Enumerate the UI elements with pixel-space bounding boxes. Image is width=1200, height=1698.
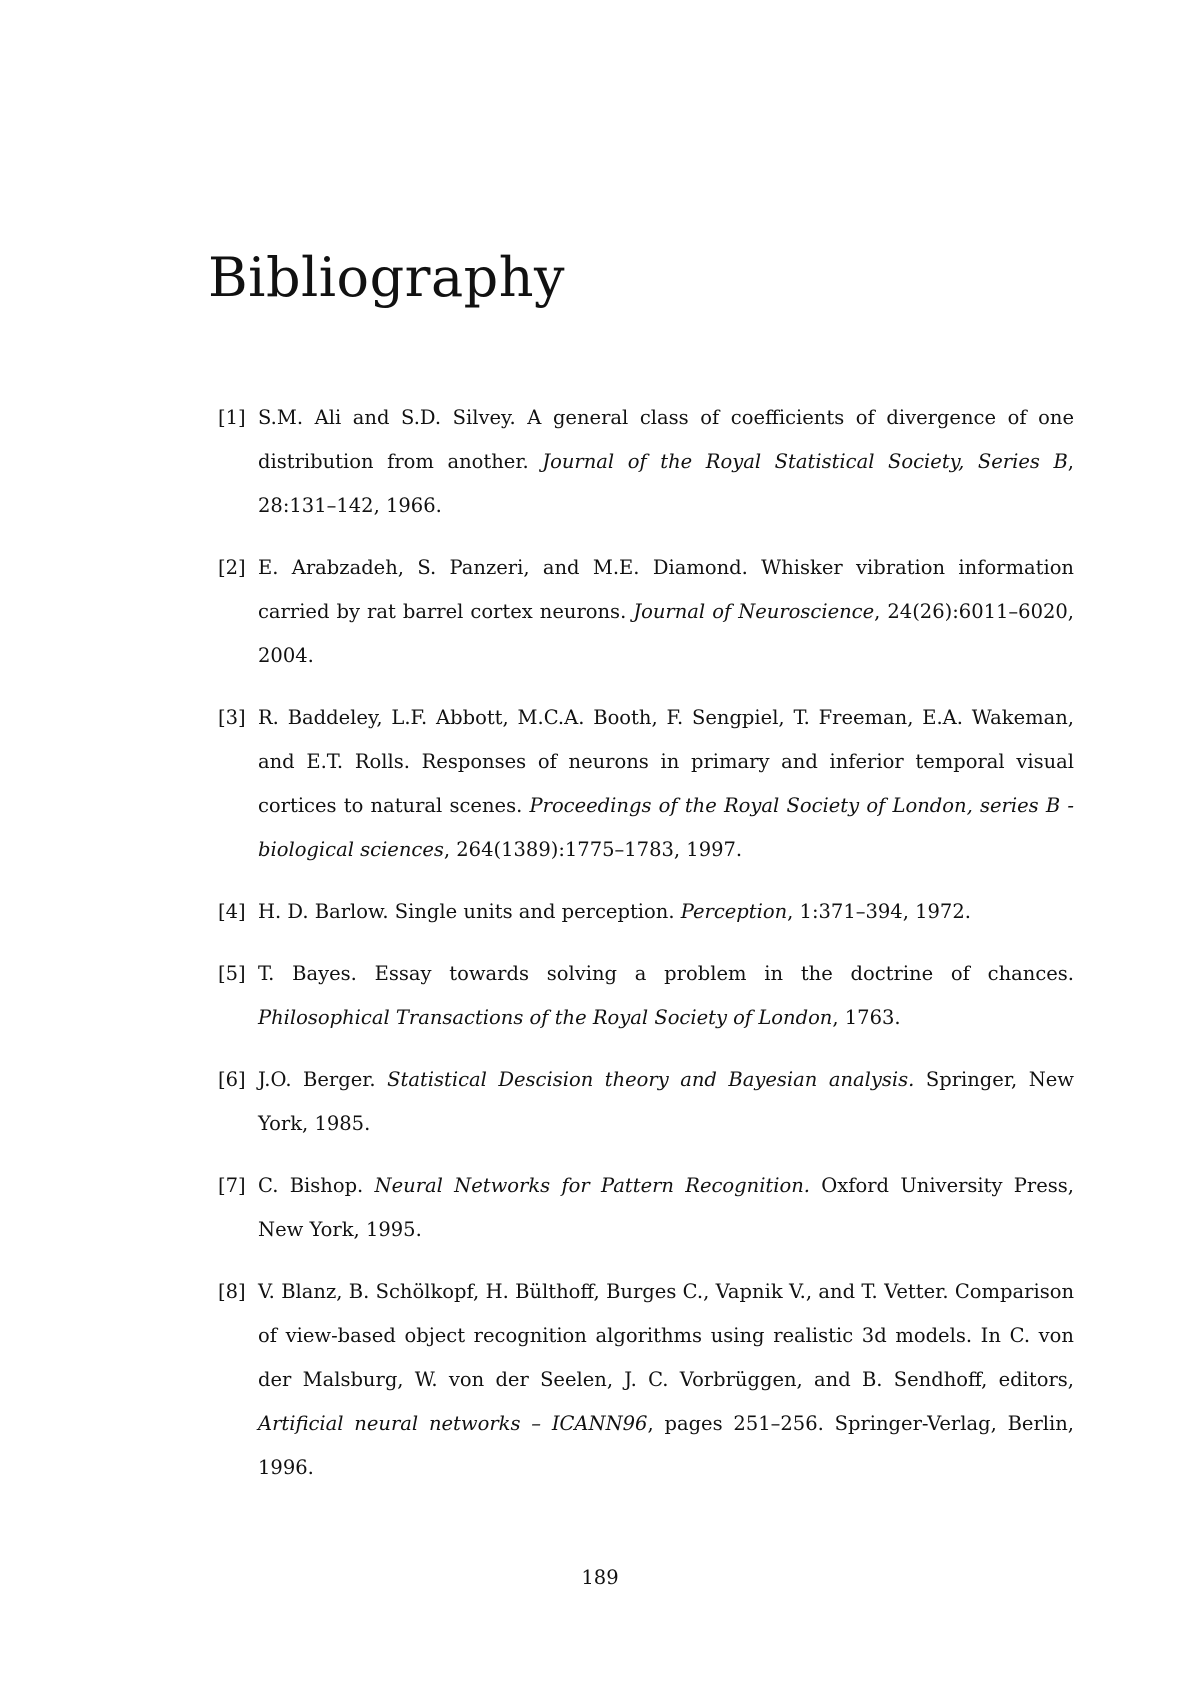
page-title: Bibliography xyxy=(208,246,565,309)
reference-number: [3] xyxy=(218,706,246,729)
reference-number: [1] xyxy=(218,406,246,429)
reference-venue: Philosophical Transactions of the Royal Society of London xyxy=(258,1006,833,1029)
reference-venue: Statistical Descision theory and Bayesian analysis. xyxy=(387,1068,915,1091)
reference-venue: Journal of the Royal Statistical Society, Series B xyxy=(542,450,1068,473)
reference-title: Essay towards solving a problem in the doctrine of chances. xyxy=(374,962,1074,985)
reference-authors: R. Baddeley, L.F. Abbott, M.C.A. Booth, F. Sengpiel, T. Freeman, E.A. Wakeman, and E.T. Rolls. xyxy=(258,706,1074,773)
bibliography-entry xyxy=(218,890,1074,934)
reference-details: , 264(1389):1775–1783, 1997. xyxy=(443,838,743,861)
reference-number: [2] xyxy=(218,556,246,579)
reference-number: [5] xyxy=(218,962,246,985)
reference-number: [4] xyxy=(218,900,246,923)
reference-title: A general class of coefficients of divergence of one distribution from another. xyxy=(258,406,1074,473)
reference-authors: S.M. Ali and S.D. Silvey. xyxy=(258,406,528,429)
bibliography-entry xyxy=(218,396,1074,528)
reference-authors: E. Arabzadeh, S. Panzeri, and M.E. Diamond. xyxy=(258,556,762,579)
bibliography-entry xyxy=(218,952,1074,1040)
reference-venue: Perception xyxy=(680,900,788,923)
reference-title: Single units and perception. xyxy=(394,900,681,923)
reference-title: Whisker vibration information carried by rat barrel cortex neurons. xyxy=(258,556,1074,623)
reference-number: [6] xyxy=(218,1068,246,1091)
page-number: 189 xyxy=(581,1566,619,1589)
reference-authors: V. Blanz, B. Schölkopf, H. Bülthoff, Burges C., Vapnik V., and T. Vetter. xyxy=(258,1280,955,1303)
reference-title: Comparison of view-based object recognition algorithms using realistic 3d models. In C. von der Malsburg, W. von der Seelen, J. C. Vorbrüggen, and B. Sendhoff, editors, xyxy=(258,1280,1074,1391)
reference-venue: Journal of Neuroscience xyxy=(633,600,875,623)
reference-number: [7] xyxy=(218,1174,246,1197)
reference-venue: Proceedings of the Royal Society of London, series B - biological sciences xyxy=(258,794,1074,861)
reference-authors: C. Bishop. xyxy=(258,1174,375,1197)
reference-venue: Neural Networks for Pattern Recognition. xyxy=(374,1174,811,1197)
bibliography-entry xyxy=(218,1164,1074,1252)
reference-details: , pages 251–256. Springer-Verlag, Berlin, 1996. xyxy=(258,1412,1074,1479)
reference-details: Springer, New York, 1985. xyxy=(258,1068,1074,1135)
reference-title: Responses of neurons in primary and inferior temporal visual cortices to natural scenes. xyxy=(258,750,1074,817)
reference-details: , 24(26):6011–6020, 2004. xyxy=(258,600,1074,667)
reference-authors: H. D. Barlow. xyxy=(258,900,395,923)
reference-details: , 28:131–142, 1966. xyxy=(258,450,1074,517)
reference-details: , 1:371–394, 1972. xyxy=(787,900,971,923)
bibliography-entry xyxy=(218,1270,1074,1490)
reference-number: [8] xyxy=(218,1280,246,1303)
bibliography-entry xyxy=(218,1058,1074,1146)
bibliography-list xyxy=(218,396,1074,1508)
bibliography-entry xyxy=(218,546,1074,678)
reference-details: Oxford University Press, New York, 1995. xyxy=(258,1174,1074,1241)
reference-venue: Artificial neural networks – ICANN96 xyxy=(258,1412,648,1435)
reference-authors: T. Bayes. xyxy=(258,962,375,985)
reference-details: , 1763. xyxy=(832,1006,901,1029)
bibliography-entry xyxy=(218,696,1074,872)
reference-authors: J.O. Berger. xyxy=(258,1068,388,1091)
